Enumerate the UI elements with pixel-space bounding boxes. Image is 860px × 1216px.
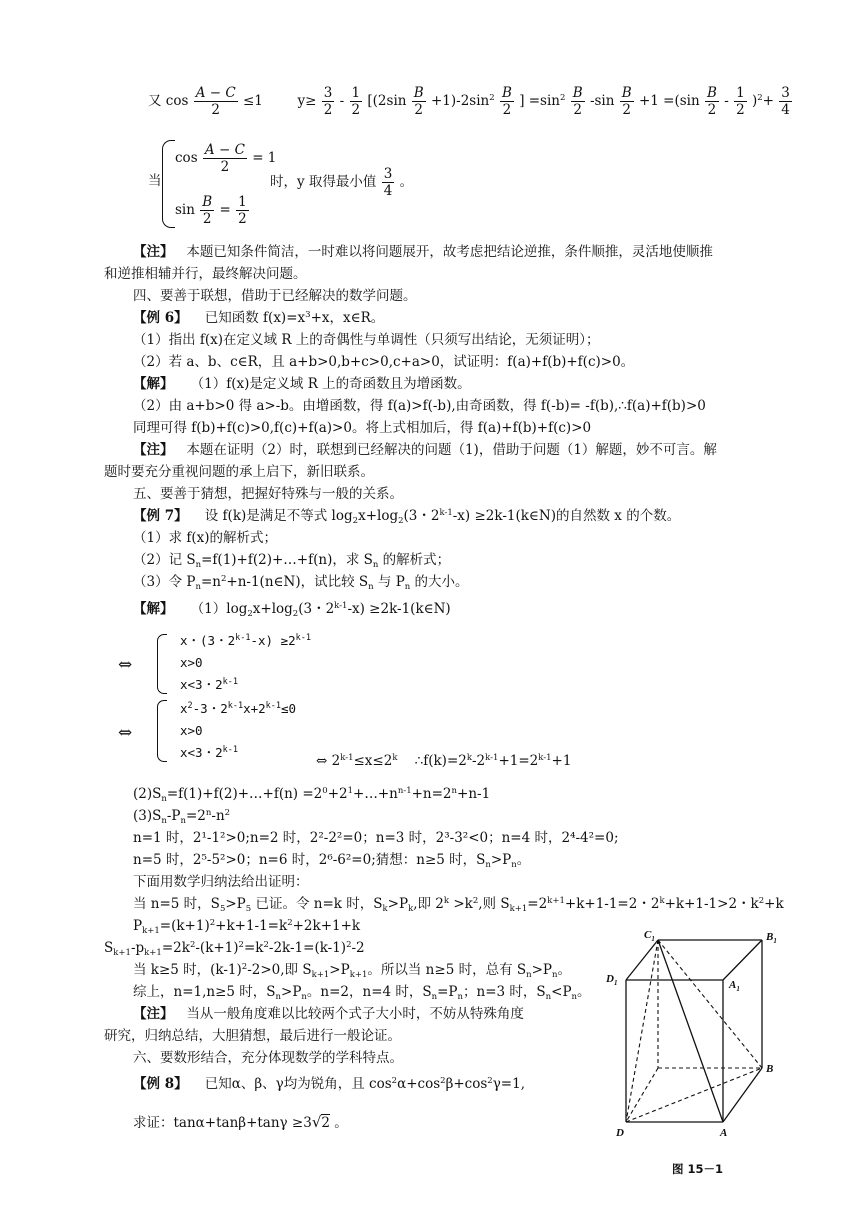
label-B: B (766, 1063, 774, 1075)
figure-caption: 图 15－1 (672, 1162, 724, 1176)
iff-symbol-2: ⇔ (118, 723, 133, 743)
label-C1: $C_1$ (644, 929, 655, 943)
example-8-statement: 【例 8】 已知α、β、γ均为锐角，且 $\cos^2\alpha+\cos^2\beta+\cos^2\gamma=1$, (133, 1076, 525, 1092)
system-1-row-3: x<3・2$^{k-1}$ (180, 677, 238, 692)
left-brace (157, 700, 167, 762)
label-A1: $A_1$ (729, 979, 740, 993)
hidden-edge (626, 1068, 762, 1122)
fraction: $\frac{3}{2}$ (323, 84, 333, 118)
example-6-q2: （2）若 a、b、c∈R，且 a+b>0,b+c>0,c+a>0，试证明：f(a)+f(b)+f(c)>0。 (133, 354, 635, 370)
iff-symbol-1: ⇔ (118, 655, 133, 675)
solution-7-part-3: $(3)S_n-P_n=2^n-n^2$ (133, 808, 231, 826)
induction-line-3: $S_{k+1}-p_{k+1}=2k^2-(k+1)^2=k^2-2k-1=(k-1)^2-2$ (104, 940, 365, 958)
example-7-q2: （2）记 $S_n=f(1)+f(2)+\dots+f(n)$，求 $S_n$ 的解析式； (133, 552, 451, 570)
section-4-heading: 四、要善于联想，借助于已经解决的数学问题。 (133, 288, 417, 304)
when-label: 当 (148, 173, 162, 189)
edge (658, 940, 723, 1122)
label-D: D (616, 1127, 624, 1139)
summary-line: 综上，n=1,n≥5 时，$S_n>P_n$。n=2，n=4 时，$S_n=P_n$；n=3 时，$S_n<P_n$。 (133, 984, 591, 1002)
solution-6-line-3: 同理可得 f(b)+f(c)>0,f(c)+f(a)>0。将上式相加后，得 f(a)+f(b)+f(c)>0 (133, 420, 592, 436)
example-7-q1: （1）求 f(x)的解析式； (133, 530, 278, 546)
system-2-row-1: $x^2-3$・$2^{k-1}x+2^{k-1}\le 0$ (180, 701, 297, 716)
system-1-row-2: x>0 (180, 655, 203, 670)
when-result: 时，y 取得最小值 $\frac{3}{4}$ 。 (270, 165, 414, 199)
induction-line-2: $P_{k+1}=(k+1)^2+k+1-1=k^2+2k+1+k$ (133, 918, 361, 936)
example-8-claim: 求证：tanα+tanβ+tanγ ≥3√2 。 (133, 1113, 348, 1131)
solution-7-part-2: $(2)S_n=f(1)+f(2)+\dots+f(n)$ $=2^0+2^1+\dots+n^{n-1}+n=2^n+n-1$ (133, 786, 491, 804)
fraction: $\frac{3}{4}$ (383, 165, 393, 199)
fraction: $\frac{1}{2}$ (736, 84, 745, 118)
induction-line-1: 当 n=5 时，$S_5>P_5$ 已证。令 n=k 时，$S_k>P_k$,即 $2^k >k^2$,则 $S_{k+1}=2^{k+1}+k+1-1=2$・$2^k+k+1-1>2$・$k^2+k$ (133, 896, 784, 914)
induction-intro: 下面用数学归纳法给出证明： (133, 874, 309, 890)
cases-line-1: n=1 时，2¹-1²>0;n=2 时，2²-2²=0；n=3 时，2³-3²<0；n=4 时，2⁴-4²=0; (133, 830, 619, 846)
fraction: $\frac{A - C}{2}$ (195, 84, 236, 118)
left-brace (162, 140, 175, 228)
system-1-row-1: x・(3・$2^{k-1}-x) \ge 2^{k-1}$ (180, 633, 311, 648)
system-2-row-2: x>0 (180, 723, 203, 738)
section-6-heading: 六、要数形结合，充分体现数学的学科特点。 (133, 1050, 403, 1066)
fraction: $\frac{1}{2}$ (238, 193, 247, 227)
sqrt-sign: √ (311, 1113, 322, 1131)
system-line-2: sin $\frac{B}{2}$ = $\frac{1}{2}$ (175, 193, 247, 227)
fraction: $\frac{B}{2}$ (501, 84, 512, 118)
example-7-statement: 【例 7】 设 f(k)是满足不等式 $\log_2x+\log_2(3$・$2^{k-1}-x$) ≥2k-1(k∈N)的自然数 x 的个数。 (133, 508, 681, 526)
result-fk: ⇔ $2^{k-1}\le x\le 2^k$ $\therefore f(k)=2^k-2^{k-1}+1=2^{k-1}+1$ (316, 753, 572, 769)
fraction: $\frac{B}{2}$ (572, 84, 583, 118)
fraction: $\frac{B}{2}$ (413, 84, 424, 118)
cases-line-2: n=5 时，2⁵-5²>0；n=6 时，2⁶-6²=0;猜想：n≥5 时，$S_n>P_n$。 (133, 852, 531, 870)
fraction: $\frac{B}{2}$ (706, 84, 717, 118)
left-brace (157, 634, 167, 694)
label-B1: $B_1$ (766, 931, 777, 945)
solution-6-line-2: （2）由 a+b>0 得 a>-b。由增函数，得 f(a)>f(-b),由奇函数，得 f(-b)= -f(b),∴f(a)+f(b)>0 (133, 398, 706, 414)
solution-6-line-1: 【解】 （1）f(x)是定义域 R 上的奇函数且为增函数。 (133, 376, 471, 392)
label-D1: $D_1$ (606, 973, 618, 987)
note-1-line-2: 和逆推相辅并行，最终解决问题。 (104, 266, 307, 282)
note-3-line-1: 【注】 当从一般角度难以比较两个式子大小时，不妨从特殊角度 (133, 1006, 524, 1022)
note-2-line-2: 题时要充分重视问题的承上启下，新旧联系。 (104, 464, 374, 480)
fraction: $\frac{1}{2}$ (351, 84, 361, 118)
section-5-heading: 五、要善于猜想，把握好特殊与一般的关系。 (133, 486, 403, 502)
note-2-line-1: 【注】 本题在证明（2）时，联想到已经解决的问题（1)，借助于问题（1）解题，妙不可言。解 (133, 442, 717, 458)
example-6-q1: （1）指出 f(x)在定义域 R 上的奇偶性与单调性（只须写出结论，无须证明）； (133, 332, 600, 348)
edge (723, 940, 762, 980)
fraction: $\frac{A - C}{2}$ (204, 141, 245, 175)
note-1-line-1: 【注】 本题已知条件简洁，一时难以将问题展开，故考虑把结论逆推，条件顺推，灵活地使顺推 (133, 244, 713, 260)
fraction: $\frac{B}{2}$ (202, 193, 213, 227)
label-A: A (720, 1127, 728, 1139)
example-6-statement: 【例 6】 已知函数 $f(x)=x^3+x$，x∈R。 (133, 310, 385, 326)
solution-7-line-1: 【解】 $(1)\log_2x+\log_2(3$・$2^{k-1}-x$) ≥2k-1(k∈N) (133, 601, 451, 619)
fraction: $\frac{3}{4}$ (781, 84, 790, 118)
fraction: $\frac{B}{2}$ (621, 84, 632, 118)
edge (723, 1068, 762, 1122)
induction-line-4: 当 k≥5 时，$(k-1)^2-2>0$,即 $S_{k+1}>P_{k+1}$。所以当 n≥5 时，总有 $S_n>P_n$。 (133, 962, 571, 980)
note-3-line-2: 研究，归纳总结，大胆猜想，最后进行一般论证。 (104, 1028, 401, 1044)
edge (626, 940, 658, 980)
system-2-row-3: x<3・2$^{k-1}$ (180, 745, 238, 760)
example-7-q3: （3）令 $P_n=n^2+n-1(n\in N)$，试比较 $S_n$ 与 $P_n$ 的大小。 (133, 574, 469, 592)
hidden-edge (658, 940, 762, 1068)
formula-line-1: 又 cos $\frac{A - C}{2}$ ≤1 y≥ $\frac{3}{2}$ - $\frac{1}{2}$ [(2sin $\frac{B}{2}$ $+1)-2\sin^2$ $\frac{B}{2}$ ] $=\sin^2$ $\frac{B}{2}$ -sin $\frac{B}{2}$ +1 =(sin $\frac{B}{2}$ - $\frac{1}{2}$ )$^2$+ $\frac{3}{4}$ (148, 84, 790, 118)
cube-figure (596, 926, 796, 1156)
system-line-1: cos $\frac{A - C}{2}$ = 1 (175, 141, 277, 175)
